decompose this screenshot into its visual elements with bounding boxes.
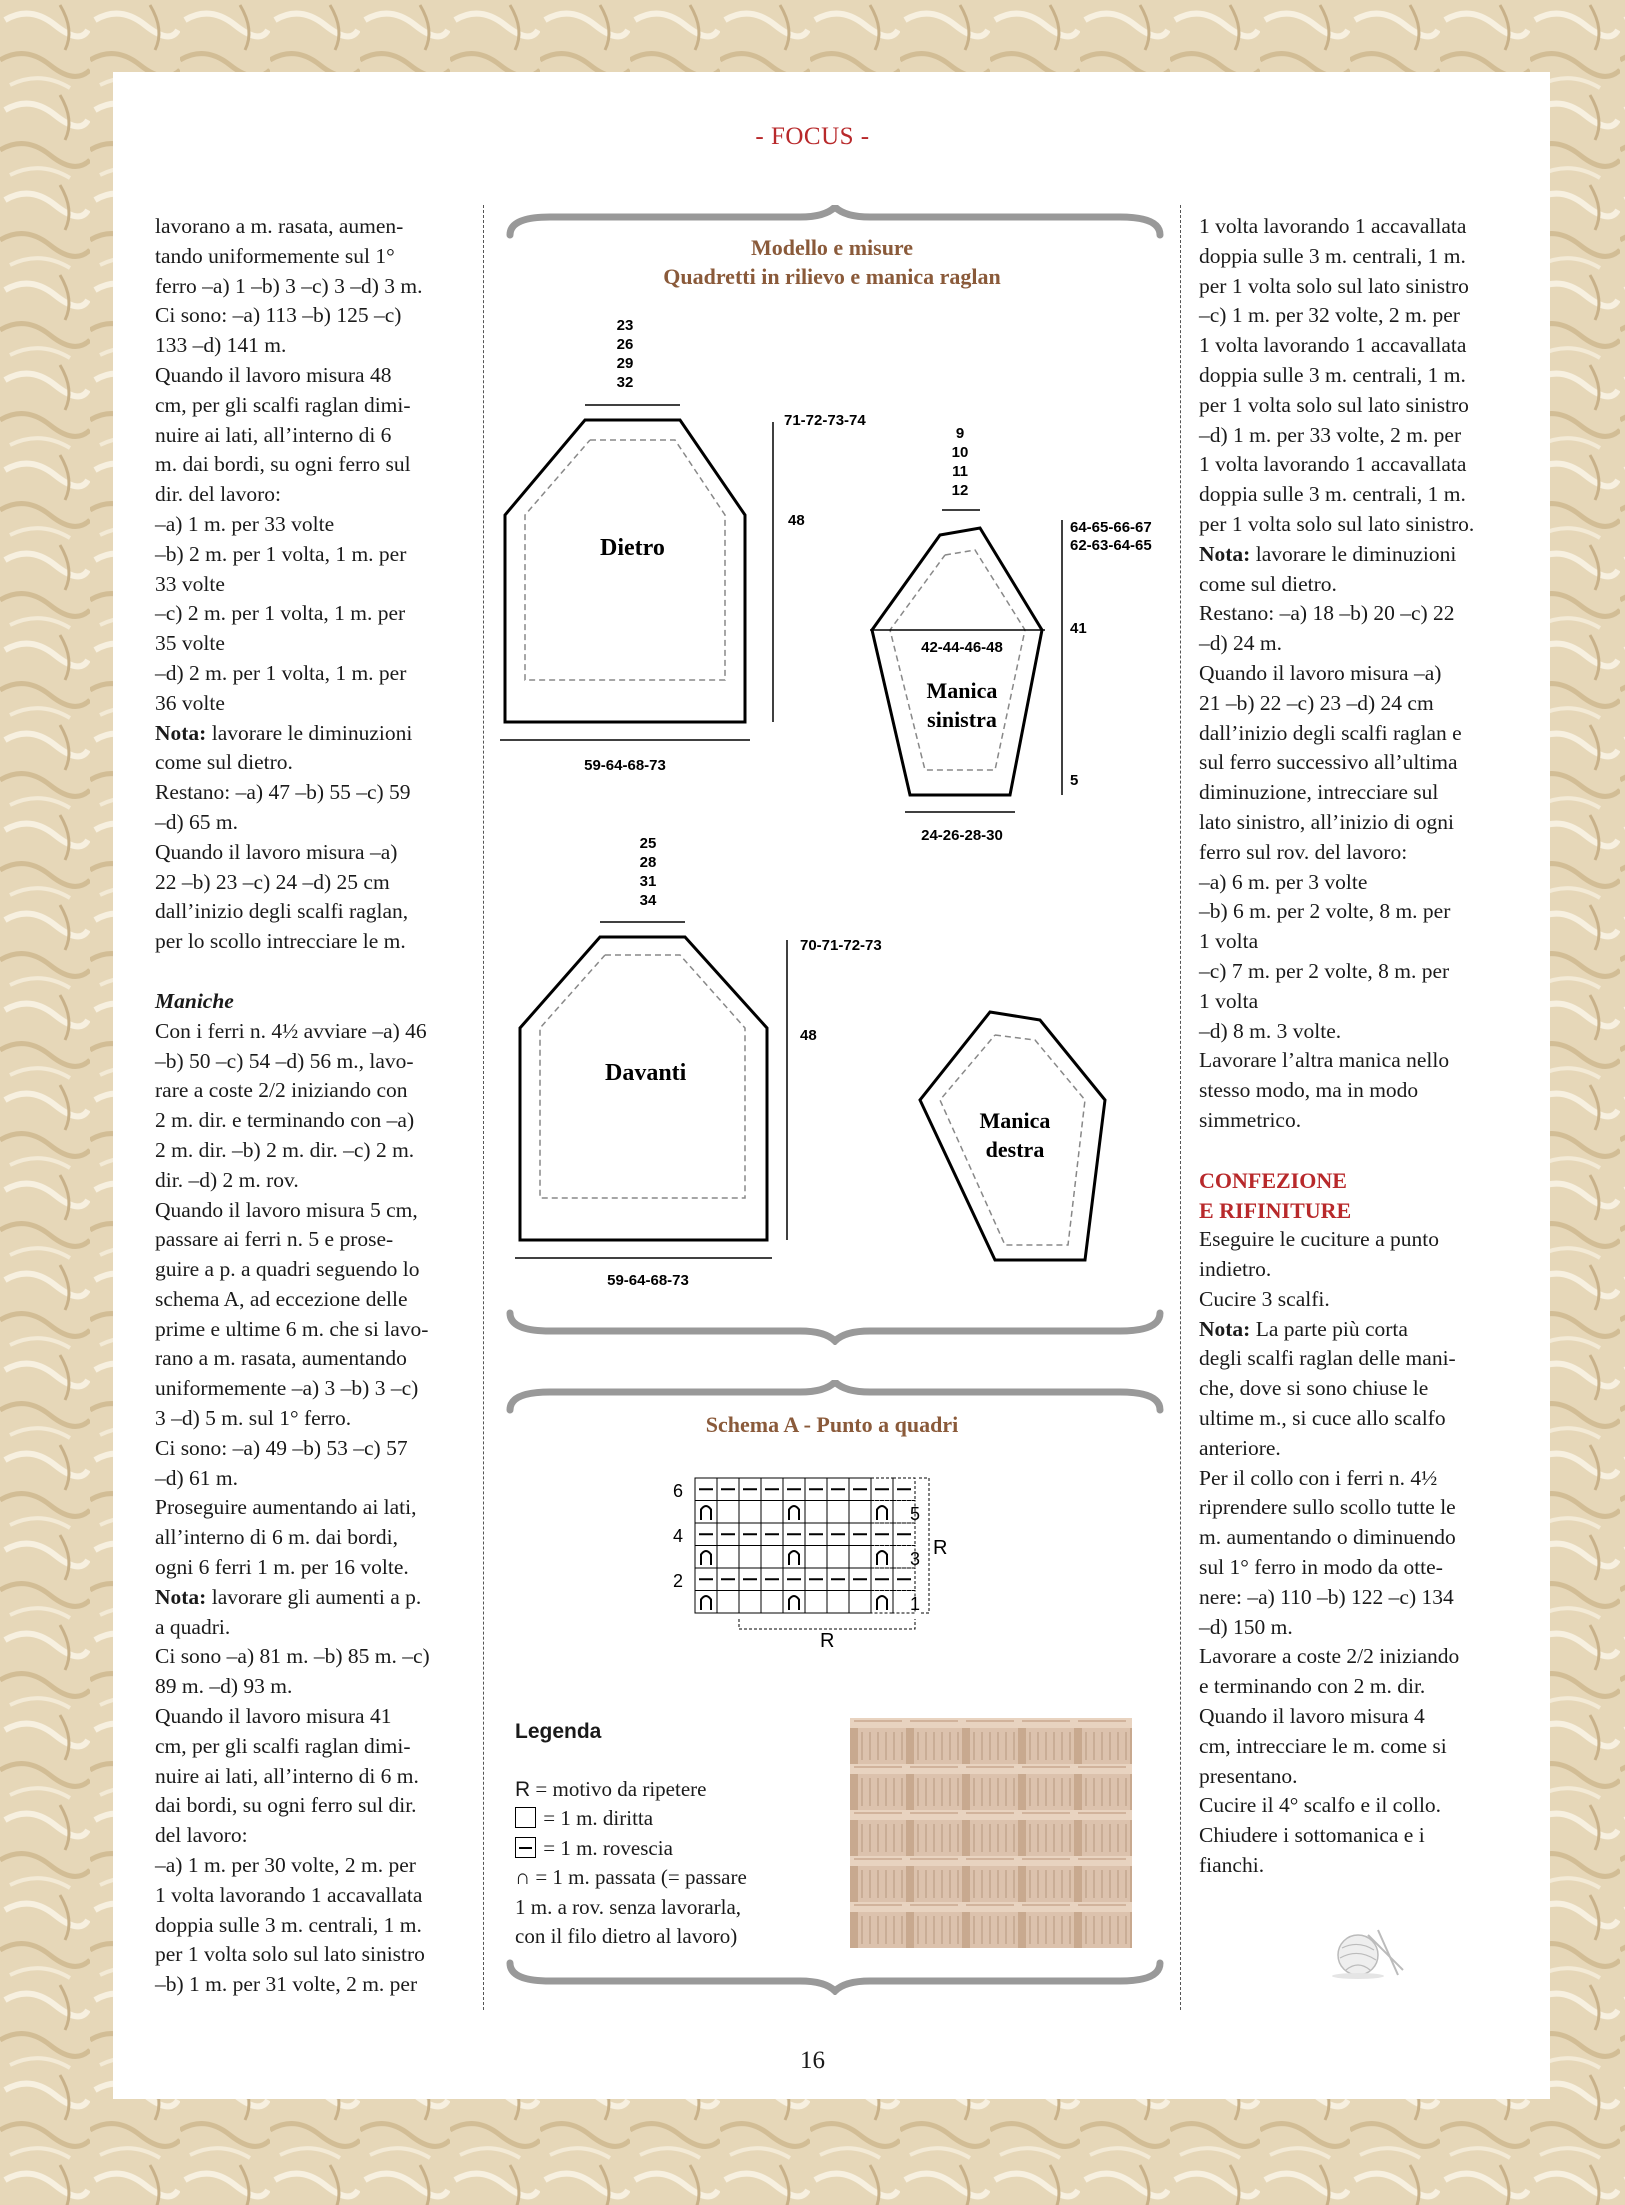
stitch-chart [665, 1470, 965, 1660]
text-line: ultime m., si cuce allo scalfo [1199, 1406, 1446, 1431]
text-line: –d) 61 m. [155, 1465, 239, 1490]
text-line: cm, per gli scalfi raglan dimi- [155, 392, 411, 417]
slip-stitch-mark [701, 1506, 711, 1520]
text-line: Quando il lavoro misura 41 [155, 1704, 392, 1729]
row-label-5: 5 [910, 1504, 921, 1524]
dietro-height-body: 48 [788, 512, 805, 529]
text-line: degli scalfi raglan delle mani- [1199, 1346, 1456, 1371]
text-line: 1 volta lavorando 1 accavallata [1199, 452, 1467, 477]
text-line: 3 –d) 5 m. sul 1° ferro. [155, 1406, 352, 1431]
manica-sinistra-label1: Manica [926, 678, 998, 703]
column-divider-right [1180, 205, 1181, 2010]
text-line: Quando il lavoro misura 48 [155, 362, 392, 387]
manica-sinistra-piece [870, 425, 1152, 844]
nota-line: Nota: lavorare gli aumenti a p. [155, 1584, 422, 1609]
text-line: nuire ai lati, all’interno di 6 m. [155, 1763, 419, 1788]
text-line: doppia sulle 3 m. centrali, 1 m. [1199, 482, 1466, 507]
text-line: m. aumentando o diminuendo [1199, 1525, 1456, 1550]
text-line: come sul dietro. [1199, 571, 1337, 596]
text-line: prime e ultime 6 m. che si lavo- [155, 1316, 429, 1341]
chart-cell [761, 1501, 783, 1524]
text-line: doppia sulle 3 m. centrali, 1 m. [1199, 243, 1466, 268]
text-line: che, dove si sono chiuse le [1199, 1376, 1429, 1401]
dietro-top-2: 29 [616, 355, 634, 372]
manica-top-2: 11 [952, 463, 968, 480]
chart-cell [695, 1501, 717, 1524]
right-text-column [1199, 212, 1512, 1881]
manica-top-0: 9 [955, 425, 965, 442]
manica-sinistra-width-upper: 42-44-46-48 [921, 639, 1003, 656]
text-line: ferro sul rov. del lavoro: [1199, 839, 1408, 864]
text-line: –b) 1 m. per 31 volte, 2 m. per [155, 1972, 418, 1997]
page-number: 16 [800, 2047, 825, 2074]
text-line: lato sinistro, all’inizio di ogni [1199, 809, 1454, 834]
row-label-3: 3 [910, 1549, 921, 1569]
chart-cell [849, 1501, 871, 1524]
nota-line: Nota: La parte più corta [1199, 1316, 1408, 1341]
nota-line: Nota: lavorare le diminuzioni [155, 720, 413, 745]
text-line: –a) 6 m. per 3 volte [1199, 869, 1368, 894]
davanti-label: Davanti [605, 1060, 687, 1086]
text-line: Con i ferri n. 4½ avviare –a) 46 [155, 1018, 427, 1043]
text-line: Quando il lavoro misura 4 [1199, 1704, 1425, 1729]
garment-schematics [490, 300, 1180, 1300]
page-header: - FOCUS - [755, 123, 870, 150]
text-line: lavorano a m. rasata, aumen- [155, 214, 404, 238]
text-line: doppia sulle 3 m. centrali, 1 m. [155, 1912, 422, 1937]
text-line: sul ferro successivo all’ultima [1199, 750, 1458, 775]
nota-line: Nota: lavorare le diminuzioni [1199, 541, 1457, 566]
chart-cell [739, 1591, 761, 1614]
text-line: cm, per gli scalfi raglan dimi- [155, 1733, 411, 1758]
slip-stitch-mark [789, 1596, 799, 1610]
text-line: 1 volta lavorando 1 accavallata [1199, 214, 1467, 238]
legend-item-slip-2: 1 m. a rov. senza lavorarla, [515, 1894, 742, 1919]
text-line: –d) 150 m. [1199, 1614, 1293, 1639]
legend-item-slip: ∩ = 1 m. passata (= passare [515, 1865, 747, 1889]
text-line: –a) 1 m. per 33 volte [155, 511, 335, 536]
chart-cell [783, 1546, 805, 1569]
confezione-heading-2: E RIFINITURE [1199, 1197, 1352, 1223]
text-line: 133 –d) 141 m. [155, 333, 287, 358]
chart-cell [761, 1591, 783, 1614]
text-line: 2 m. dir. –b) 2 m. dir. –c) 2 m. [155, 1137, 415, 1162]
text-line: Ci sono –a) 81 m. –b) 85 m. –c) [155, 1644, 430, 1669]
dietro-top-3: 32 [616, 374, 634, 391]
text-line: –a) 1 m. per 30 volte, 2 m. per [155, 1853, 416, 1878]
text-line: 36 volte [155, 690, 225, 715]
text-line: Quando il lavoro misura 5 cm, [155, 1197, 418, 1222]
dietro-top-1: 26 [616, 336, 634, 353]
text-line: 21 –b) 22 –c) 23 –d) 24 cm [1199, 690, 1434, 715]
chart-cell [827, 1591, 849, 1614]
text-line: Lavorare l’altra manica nello [1199, 1048, 1450, 1073]
schema-legend [515, 1717, 845, 1952]
diagram-title-line1: Modello e misure [750, 235, 914, 260]
text-line: Per il collo con i ferri n. 4½ [1199, 1465, 1438, 1490]
chart-cell [805, 1591, 827, 1614]
chart-cell [871, 1546, 893, 1569]
text-line: all’interno di 6 m. dai bordi, [155, 1525, 399, 1550]
repeat-bracket-right [919, 1478, 929, 1613]
knit-square-icon [515, 1807, 536, 1828]
text-line: 1 volta [1199, 929, 1259, 954]
row-label-2: 2 [673, 1571, 684, 1591]
text-line: –d) 24 m. [1199, 631, 1283, 656]
text-line: 1 volta lavorando 1 accavallata [155, 1882, 423, 1907]
text-line: Ci sono: –a) 113 –b) 125 –c) [155, 303, 402, 328]
text-line: diminuzione, intrecciare sul [1199, 780, 1439, 805]
text-line: fianchi. [1199, 1853, 1265, 1878]
dietro-height-total: 71-72-73-74 [784, 412, 866, 429]
text-line: –c) 2 m. per 1 volta, 1 m. per [155, 601, 406, 626]
text-line: Chiudere i sottomanica e i [1199, 1823, 1425, 1848]
manica-destra-label1: Manica [979, 1108, 1051, 1133]
text-line: rare a coste 2/2 iniziando con [155, 1078, 408, 1103]
chart-cell [783, 1501, 805, 1524]
chart-cell [739, 1546, 761, 1569]
chart-cell [717, 1546, 739, 1569]
text-line: dai bordi, su ogni ferro sul dir. [155, 1793, 417, 1818]
text-line: rano a m. rasata, aumentando [155, 1346, 407, 1371]
chart-cell [871, 1591, 893, 1614]
text-line: 1 volta [1199, 988, 1259, 1013]
davanti-piece [515, 835, 882, 1289]
text-line: a quadri. [155, 1614, 231, 1639]
left-text-column [155, 212, 467, 2000]
text-line: nere: –a) 110 –b) 122 –c) 134 [1199, 1584, 1454, 1609]
davanti-top-0: 25 [639, 835, 657, 852]
text-line: per 1 volta solo sul lato sinistro [155, 1942, 425, 1967]
confezione-heading-1: CONFEZIONE [1199, 1167, 1347, 1193]
slip-stitch-mark [789, 1506, 799, 1520]
chart-cell [827, 1546, 849, 1569]
text-line: riprendere sullo scollo tutte le [1199, 1495, 1456, 1520]
chart-cell [805, 1501, 827, 1524]
top-bracket-ornament [490, 205, 1180, 245]
text-line: –d) 1 m. per 33 volte, 2 m. per [1199, 422, 1462, 447]
schema-title: Schema A - Punto a quadri [705, 1412, 959, 1437]
legend-item-repeat: R = motivo da ripetere [515, 1776, 707, 1801]
chart-cell [805, 1546, 827, 1569]
manica-destra-piece [920, 1012, 1105, 1260]
text-line: per lo scollo intrecciare le m. [155, 929, 406, 954]
yarn-ball-logo [1318, 1920, 1408, 1980]
chart-cell [739, 1501, 761, 1524]
text-line: Lavorare a coste 2/2 iniziando [1199, 1644, 1460, 1669]
text-line: del lavoro: [155, 1823, 248, 1848]
manica-width-cuff: 24-26-28-30 [921, 827, 1003, 844]
text-line: –b) 50 –c) 54 –d) 56 m., lavo- [155, 1048, 414, 1073]
dietro-piece [500, 317, 866, 774]
text-line: Proseguire aumentando ai lati, [155, 1495, 417, 1520]
chart-cell [695, 1546, 717, 1569]
dietro-label: Dietro [600, 535, 665, 561]
chart-cell [783, 1591, 805, 1614]
text-line: nuire ai lati, all’interno di 6 [155, 422, 392, 447]
text-line: dir. –d) 2 m. rov. [155, 1167, 299, 1192]
text-line: indietro. [1199, 1257, 1272, 1282]
text-line: ogni 6 ferri 1 m. per 16 volte. [155, 1555, 409, 1580]
chart-cell [717, 1591, 739, 1614]
chart-cell [849, 1546, 871, 1569]
text-line: m. dai bordi, su ogni ferro sul [155, 452, 411, 477]
manica-right2: 62-63-64-65 [1070, 537, 1152, 554]
legend-item-knit: = 1 m. diritta [515, 1804, 845, 1834]
text-line: –d) 65 m. [155, 809, 239, 834]
dietro-top-0: 23 [616, 317, 634, 334]
manica-right1: 64-65-66-67 [1070, 519, 1152, 536]
manica-destra-label2: destra [985, 1137, 1045, 1162]
text-line: Cucire 3 scalfi. [1199, 1286, 1330, 1311]
text-line: schema A, ad eccezione delle [155, 1286, 408, 1311]
text-line: simmetrico. [1199, 1107, 1302, 1132]
text-line: presentano. [1199, 1763, 1298, 1788]
dietro-width: 59-64-68-73 [584, 757, 666, 774]
slip-stitch-mark [877, 1551, 887, 1565]
manica-sinistra-label2: sinistra [927, 707, 997, 732]
davanti-top-3: 34 [639, 892, 657, 909]
text-line: 35 volte [155, 631, 225, 656]
manica-top-1: 10 [951, 444, 969, 461]
text-line: anteriore. [1199, 1435, 1281, 1460]
manica-top-3: 12 [951, 482, 969, 499]
text-line: –b) 6 m. per 2 volte, 8 m. per [1199, 899, 1451, 924]
text-line: 22 –b) 23 –c) 24 –d) 25 cm [155, 869, 390, 894]
text-line: doppia sulle 3 m. centrali, 1 m. [1199, 362, 1466, 387]
text-line: per 1 volta solo sul lato sinistro. [1199, 511, 1475, 536]
text-line: sul 1° ferro in modo da otte- [1199, 1555, 1443, 1580]
chart-cell [761, 1546, 783, 1569]
text-line: e terminando con 2 m. dir. [1199, 1674, 1426, 1699]
chart-cell [849, 1591, 871, 1614]
text-line: Eseguire le cuciture a punto [1199, 1227, 1439, 1252]
legend-item-purl: = 1 m. rovescia [515, 1834, 845, 1864]
knit-swatch-photo [850, 1718, 1132, 1948]
text-line: –d) 2 m. per 1 volta, 1 m. per [155, 660, 407, 685]
text-line: passare ai ferri n. 5 e prose- [155, 1227, 394, 1252]
text-line: come sul dietro. [155, 750, 293, 775]
text-line: per 1 volta solo sul lato sinistro [1199, 273, 1469, 298]
diagram-title-line2: Quadretti in rilievo e manica raglan [663, 264, 1001, 289]
chart-cell [717, 1501, 739, 1524]
text-line: Restano: –a) 18 –b) 20 –c) 22 [1199, 601, 1455, 626]
repeat-label-right: R [933, 1537, 948, 1559]
davanti-width: 59-64-68-73 [607, 1272, 689, 1289]
schema-bottom-bracket [490, 1955, 1180, 1995]
text-line: dall’inizio degli scalfi raglan, [155, 899, 409, 924]
slip-stitch-mark [877, 1506, 887, 1520]
text-line: dall’inizio degli scalfi raglan e [1199, 720, 1462, 745]
text-line: guire a p. a quadri seguendo lo [155, 1257, 420, 1282]
chart-cell [871, 1501, 893, 1524]
text-line: Restano: –a) 47 –b) 55 –c) 59 [155, 780, 411, 805]
slip-stitch-mark [701, 1596, 711, 1610]
text-line: dir. del lavoro: [155, 482, 281, 507]
repeat-label-bottom: R [820, 1630, 835, 1652]
text-line: 89 m. –d) 93 m. [155, 1674, 293, 1699]
repeat-bracket-bottom [739, 1619, 915, 1629]
slip-stitch-mark [789, 1551, 799, 1565]
text-line: Cucire il 4° scalfo e il collo. [1199, 1793, 1442, 1818]
text-line: Quando il lavoro misura –a) [1199, 660, 1442, 685]
legend-item-slip-3: con il filo dietro al lavoro) [515, 1924, 738, 1948]
chart-cell [827, 1501, 849, 1524]
bottom-bracket-ornament [490, 1305, 1180, 1345]
text-line: –d) 8 m. 3 volte. [1199, 1018, 1342, 1043]
text-line: 1 volta lavorando 1 accavallata [1199, 333, 1467, 358]
chart-cell [695, 1591, 717, 1614]
slip-stitch-mark [877, 1596, 887, 1610]
davanti-height-body: 48 [800, 1027, 817, 1044]
text-line: –b) 2 m. per 1 volta, 1 m. per [155, 541, 407, 566]
column-divider-left [483, 205, 484, 2010]
text-line: –c) 7 m. per 2 volte, 8 m. per [1199, 958, 1450, 983]
text-line: Quando il lavoro misura –a) [155, 839, 398, 864]
row-label-4: 4 [673, 1526, 684, 1546]
manica-height-sleeve: 41 [1070, 620, 1087, 637]
text-line: stesso modo, ma in modo [1199, 1078, 1419, 1103]
manica-height-cuff: 5 [1070, 772, 1079, 789]
slip-stitch-mark [701, 1551, 711, 1565]
text-line: ferro –a) 1 –b) 3 –c) 3 –d) 3 m. [155, 273, 423, 298]
davanti-top-2: 31 [639, 873, 657, 890]
text-line: Ci sono: –a) 49 –b) 53 –c) 57 [155, 1435, 408, 1460]
text-line: 33 volte [155, 571, 225, 596]
davanti-top-1: 28 [639, 854, 657, 871]
text-line: uniformemente –a) 3 –b) 3 –c) [155, 1376, 419, 1401]
text-line: per 1 volta solo sul lato sinistro [1199, 392, 1469, 417]
text-line: –c) 1 m. per 32 volte, 2 m. per [1199, 303, 1460, 328]
maniche-heading: Maniche [155, 988, 234, 1013]
davanti-height-total: 70-71-72-73 [800, 937, 882, 954]
row-label-6: 6 [673, 1481, 684, 1501]
purl-square-icon [515, 1837, 536, 1858]
legend-title: Legenda [515, 1720, 602, 1743]
text-line: cm, intrecciare le m. come si [1199, 1733, 1447, 1758]
text-line: 2 m. dir. e terminando con –a) [155, 1108, 415, 1133]
row-label-1: 1 [910, 1594, 921, 1614]
text-line: tando uniformemente sul 1° [155, 243, 395, 268]
